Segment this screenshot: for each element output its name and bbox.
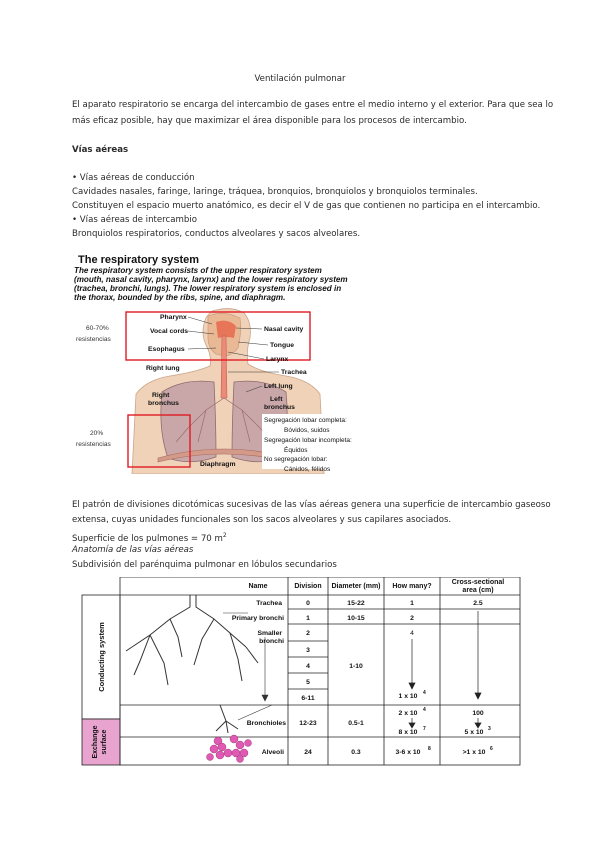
- pct-upper: 60-70%: [86, 325, 109, 332]
- note-5: No segregación lobar:: [264, 456, 328, 463]
- label-left-bronchus-1: Left: [270, 396, 283, 403]
- bullet-conduccion: • Vías aéreas de conducción: [72, 173, 195, 183]
- label-left-bronchus-2: bronchus: [264, 404, 295, 411]
- header-diameter: Diameter (mm): [331, 583, 381, 590]
- row-bronchioles-diameter: 0.5-1: [348, 720, 364, 727]
- row-bronchioles-count-bottom: 8 x 10: [398, 729, 418, 736]
- line-cavidades: Cavidades nasales, faringe, laringe, tráquea, bronquios, bronquiolos y bronquiolos terminales.: [72, 187, 478, 197]
- row-smaller-division-2: 3: [306, 647, 310, 654]
- row-primary-division: 1: [306, 615, 310, 622]
- superficie-sup: 2: [222, 532, 227, 539]
- line-bronquiolos: Bronquiolos respiratorios, conductos alveolares y sacos alveolares.: [72, 229, 361, 239]
- label-larynx: Larynx: [266, 356, 289, 363]
- row-trachea-diameter: 15-22: [347, 600, 365, 607]
- alveoli-cluster: [207, 735, 252, 763]
- bullet-intercambio: • Vías aéreas de intercambio: [72, 215, 197, 225]
- header-division: Division: [294, 583, 322, 590]
- label-esophagus: Esophagus: [148, 346, 185, 353]
- header-cross-1: Cross-sectional: [451, 579, 505, 586]
- row-primary-diameter: 10-15: [347, 615, 365, 622]
- row-bronchioles-count-top-exp: 4: [423, 707, 426, 713]
- intro-line-1: El aparato respiratorio se encarga del intercambio de gases entre el medio interno y el exterior. Para que sea lo: [72, 100, 554, 110]
- label-right-lung: Right lung: [146, 365, 180, 372]
- note-6: Cánidos, félidos: [284, 466, 331, 473]
- row-trachea-name: Trachea: [256, 600, 282, 607]
- subdivision-label: Subdivisión del parénquima pulmonar en lóbulos secundarios: [72, 560, 337, 570]
- note-3: Segregación lobar incompleta:: [264, 437, 352, 444]
- section-heading: Vías aéreas: [72, 145, 129, 155]
- row-smaller-count-bottom: 1 x 10: [398, 693, 418, 700]
- label-vocal-cords: Vocal cords: [150, 328, 189, 335]
- page-title: Ventilación pulmonar: [254, 74, 346, 84]
- row-bronchioles-count-top: 2 x 10: [398, 710, 418, 717]
- resistencias-lower: resistencias: [76, 441, 111, 448]
- row-alveoli-count-exp: 8: [428, 746, 431, 752]
- superficie-text: Superficie de los pulmones = 70 m: [72, 533, 223, 544]
- figure1-desc-3: (trachea, bronchi, lungs). The lower respiratory system is enclosed in: [74, 284, 342, 293]
- row-bronchioles-division: 12-23: [299, 720, 317, 727]
- label-trachea: Trachea: [281, 369, 307, 376]
- figure1-desc-4: the thorax, bounded by the ribs, spine, and diaphragm.: [74, 293, 286, 302]
- note-2: Bóvidos, suidos: [284, 427, 330, 434]
- respiratory-system-figure: [66, 252, 386, 474]
- row-smaller-diameter: 1-10: [349, 663, 363, 670]
- intro-line-2: más eficaz posible, hay que maximizar el área disponible para los procesos de intercambio.: [72, 116, 467, 126]
- row-bronchioles-count-bottom-exp: 7: [423, 726, 426, 732]
- note-1: Segregación lobar completa:: [264, 417, 347, 424]
- row-bronchioles-area-bottom: 5 x 10: [464, 729, 484, 736]
- note-4: Équidos: [284, 447, 308, 454]
- label-nasal-cavity: Nasal cavity: [264, 326, 304, 333]
- row-alveoli-name: Alveoli: [261, 749, 284, 756]
- row-smaller-division-4: 5: [306, 679, 310, 686]
- exchange-label-2: surface: [101, 729, 108, 755]
- row-bronchioles-area-bottom-exp: 3: [488, 726, 491, 732]
- row-alveoli-area-exp: 6: [490, 746, 493, 752]
- para2-line-1: El patrón de divisiones dicotómicas sucesivas de las vías aéreas genera una superficie de intercambio gaseoso: [72, 500, 551, 510]
- row-smaller-name-1: Smaller: [257, 630, 282, 637]
- row-smaller-count-bottom-exp: 4: [423, 690, 426, 696]
- label-tongue: Tongue: [270, 342, 295, 349]
- row-alveoli-diameter: 0.3: [351, 749, 361, 756]
- row-smaller-name-2: bronchi: [259, 638, 284, 645]
- header-name: Name: [248, 583, 268, 590]
- conducting-label: Conducting system: [97, 622, 106, 692]
- line-espacio-muerto: Constituyen el espacio muerto anatómico, es decir el V de gas que contienen no participa en el intercambio.: [72, 201, 541, 211]
- resistencias-upper: resistencias: [76, 336, 111, 343]
- row-trachea-count: 1: [410, 600, 414, 607]
- exchange-label-1: Exchange: [92, 725, 99, 759]
- row-bronchioles-area-top: 100: [472, 710, 484, 717]
- pct-lower: 20%: [90, 430, 104, 437]
- row-primary-count: 2: [410, 615, 414, 622]
- label-pharynx: Pharynx: [160, 314, 187, 321]
- row-smaller-division-3: 4: [306, 663, 310, 670]
- anatomia-label: Anatomía de las vías aéreas: [72, 545, 194, 555]
- figure1-desc-2: (mouth, nasal cavity, pharynx, larynx) and the lower respiratory system: [74, 275, 348, 284]
- row-smaller-division-5: 6-11: [301, 695, 315, 702]
- figure1-desc-1: The respiratory system consists of the upper respiratory system: [74, 266, 322, 275]
- airway-division-table: [70, 577, 522, 768]
- header-how-many: How many?: [392, 583, 432, 590]
- label-right-bronchus-1: Right: [152, 392, 170, 399]
- label-diaphragm: Diaphragm: [200, 461, 236, 468]
- row-trachea-area: 2.5: [473, 600, 483, 607]
- row-alveoli-division: 24: [304, 749, 312, 756]
- row-alveoli-count: 3-6 x 10: [395, 749, 421, 756]
- row-smaller-division-1: 2: [306, 630, 310, 637]
- row-alveoli-area: >1 x 10: [462, 749, 486, 756]
- row-primary-name: Primary bronchi: [231, 615, 284, 622]
- figure1-heading: The respiratory system: [78, 254, 200, 266]
- label-left-lung: Left lung: [264, 383, 293, 390]
- row-bronchioles-name: Bronchioles: [246, 720, 286, 727]
- label-right-bronchus-2: bronchus: [148, 400, 179, 407]
- para2-line-2: extensa, cuyas unidades funcionales son los sacos alveolares y sus capilares asociados.: [72, 515, 452, 525]
- header-cross-2: area (cm): [462, 587, 494, 594]
- row-smaller-count-top: 4: [410, 630, 414, 637]
- superficie-line: [72, 530, 227, 545]
- row-trachea-division: 0: [306, 600, 310, 607]
